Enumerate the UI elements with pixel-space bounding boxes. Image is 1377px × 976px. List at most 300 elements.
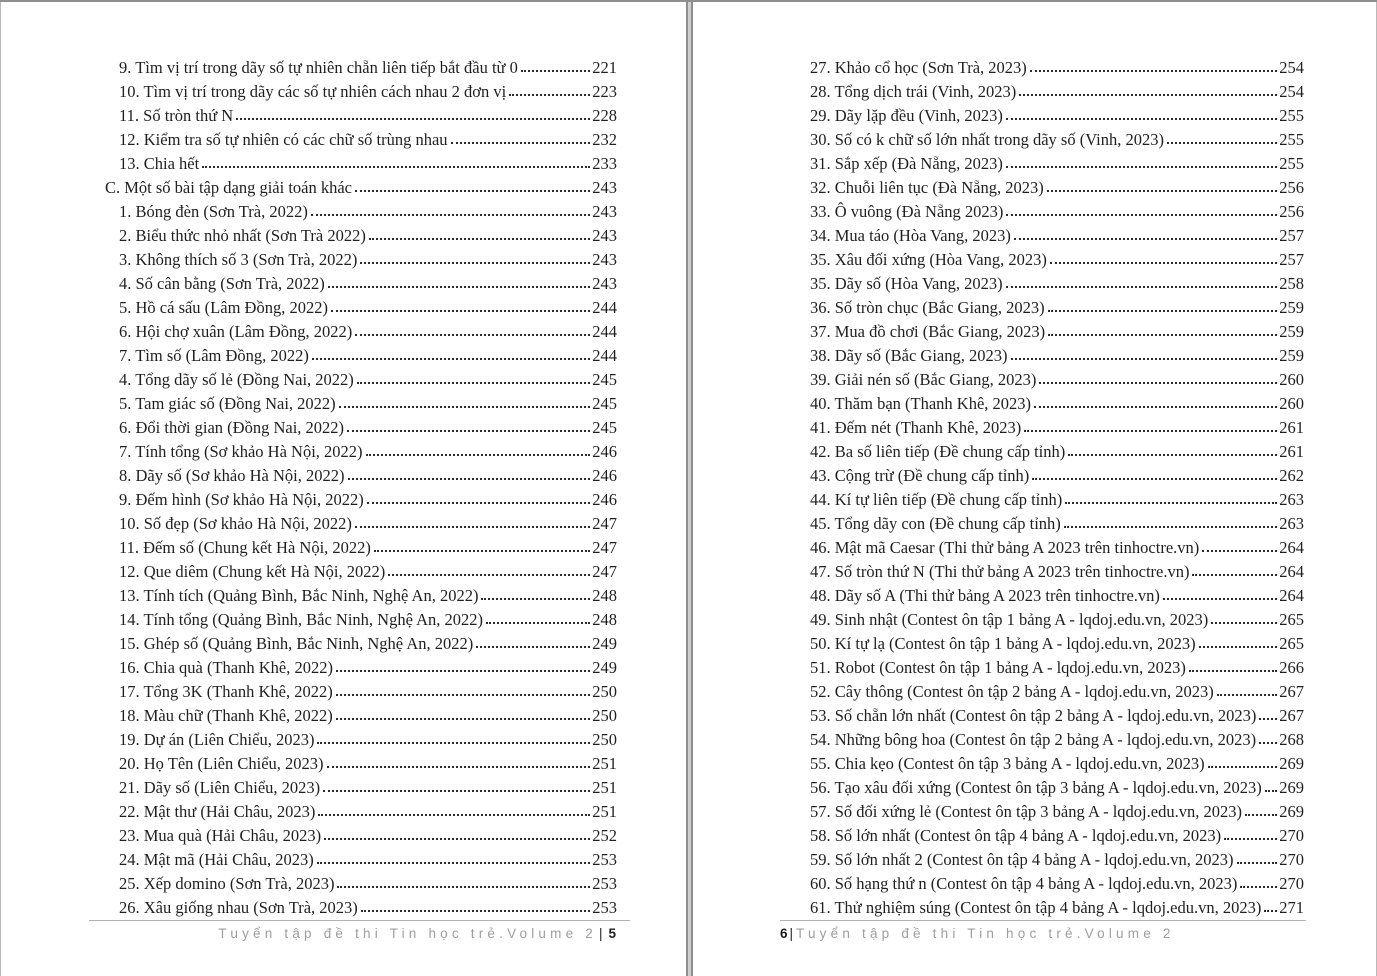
toc-list-left [105,56,617,920]
entry-page-number: 243 [592,202,617,221]
entry-title: 56. Tạo xâu đối xứng (Contest ôn tập 3 bảng A - lqdoj.edu.vn, 2023) [810,778,1262,797]
entry-page-number: 250 [592,682,617,701]
toc-entry[interactable] [119,632,617,656]
toc-entry[interactable] [810,80,1304,104]
entry-title: 42. Ba số liên tiếp (Đề chung cấp tỉnh) [810,442,1066,461]
dot-leader [1199,646,1278,648]
dot-leader [311,214,590,216]
entry-page-number: 264 [1279,538,1304,557]
toc-entry[interactable] [810,488,1304,512]
toc-entry[interactable] [119,608,617,632]
dot-leader [324,838,590,840]
entry-title: 11. Đếm số (Chung kết Hà Nội, 2022) [119,538,371,557]
dot-leader [481,598,590,600]
entry-page-number: 251 [592,754,617,773]
toc-entry[interactable] [810,680,1304,704]
toc-entry[interactable] [810,152,1304,176]
entry-page-number: 261 [1279,418,1304,437]
toc-entry[interactable] [810,200,1304,224]
dot-leader [388,574,590,576]
toc-entry[interactable] [810,776,1304,800]
entry-title: 7. Tính tổng (Sơ khảo Hà Nội, 2022) [119,442,363,461]
entry-title: 19. Dự án (Liên Chiểu, 2023) [119,730,315,749]
page-footer-left [89,920,630,943]
dot-leader [1211,622,1277,624]
entry-page-number: 262 [1279,466,1304,485]
dot-leader [1014,238,1277,240]
dot-leader [1064,526,1277,528]
toc-entry[interactable] [810,872,1304,896]
entry-page-number: 244 [592,298,617,317]
dot-leader [1167,142,1277,144]
entry-page-number: 267 [1279,682,1304,701]
dot-leader [337,886,590,888]
entry-page-number: 250 [592,730,617,749]
dot-leader [1068,454,1277,456]
entry-page-number: 228 [592,106,617,125]
entry-title: 48. Dãy số A (Thi thử bảng A 2023 trên tinhoctre.vn) [810,586,1160,605]
dot-leader [361,910,590,912]
dot-leader [1065,502,1277,504]
entry-title: 9. Đếm hình (Sơ khảo Hà Nội, 2022) [119,490,364,509]
entry-page-number: 265 [1279,634,1304,653]
entry-page-number: 259 [1279,298,1304,317]
entry-title: 12. Kiểm tra số tự nhiên có các chữ số trùng nhau [119,130,448,149]
entry-title: 33. Ô vuông (Đà Nẵng 2023) [810,202,1004,221]
entry-page-number: 267 [1279,706,1304,725]
toc-entry[interactable] [810,656,1304,680]
entry-title: 16. Chia quà (Thanh Khê, 2022) [119,658,333,677]
entry-title: 1. Bóng đèn (Sơn Trà, 2022) [119,202,308,221]
entry-page-number: 271 [1279,898,1304,917]
toc-entry[interactable] [119,584,617,608]
entry-title: 35. Xâu đối xứng (Hòa Vang, 2023) [810,250,1047,269]
dot-leader [1006,118,1277,120]
entry-page-number: 254 [1279,82,1304,101]
entry-page-number: 268 [1279,730,1304,749]
dot-leader [202,166,590,168]
toc-entry[interactable] [119,656,617,680]
dot-leader [1030,70,1277,72]
dot-leader [1034,406,1277,408]
entry-title: 39. Giải nén số (Bắc Giang, 2023) [810,370,1037,389]
toc-entry[interactable] [119,224,617,248]
entry-page-number: 269 [1279,802,1304,821]
entry-page-number: 257 [1279,250,1304,269]
entry-title: 13. Chia hết [119,154,200,173]
entry-title: 44. Kí tự liên tiếp (Đề chung cấp tỉnh) [810,490,1063,509]
dot-leader [1024,430,1277,432]
entry-page-number: 244 [592,322,617,341]
entry-page-number: 253 [592,850,617,869]
entry-page-number: 270 [1279,850,1304,869]
entry-page-number: 250 [592,706,617,725]
dot-leader [331,310,590,312]
dot-leader [323,790,590,792]
toc-entry[interactable] [119,128,617,152]
dot-leader [521,70,590,72]
entry-title: 41. Đếm nét (Thanh Khê, 2023) [810,418,1022,437]
entry-page-number: 221 [592,58,617,77]
entry-page-number: 251 [592,802,617,821]
toc-entry[interactable] [810,632,1304,656]
entry-page-number: 270 [1279,874,1304,893]
dot-leader [1264,910,1277,912]
toc-entry[interactable] [119,872,617,896]
entry-page-number: 255 [1279,154,1304,173]
entry-page-number: 246 [592,490,617,509]
entry-title: 60. Số hạng thứ n (Contest ôn tập 4 bảng A - lqdoj.edu.vn, 2023) [810,874,1238,893]
entry-page-number: 261 [1279,442,1304,461]
entry-page-number: 259 [1279,322,1304,341]
toc-entry[interactable] [119,680,617,704]
entry-title: 6. Hội chợ xuân (Lâm Đồng, 2022) [119,322,353,341]
entry-page-number: 249 [592,634,617,653]
entry-title: 6. Đổi thời gian (Đồng Nai, 2022) [119,418,345,437]
toc-entry[interactable] [810,368,1304,392]
entry-page-number: 270 [1279,826,1304,845]
dot-leader [236,118,590,120]
dot-leader [1224,838,1277,840]
toc-entry[interactable] [810,560,1304,584]
entry-title: 34. Mua táo (Hòa Vang, 2023) [810,226,1011,245]
entry-title: 8. Dãy số (Sơ khảo Hà Nội, 2022) [119,466,345,485]
dot-leader [1047,190,1278,192]
entry-title: 22. Mật thư (Hải Châu, 2023) [119,802,316,821]
page-right [693,2,1377,976]
dot-leader [1163,598,1277,600]
entry-page-number: 248 [592,610,617,629]
entry-title: 35. Dãy số (Hòa Vang, 2023) [810,274,1003,293]
toc-entry[interactable] [105,176,617,200]
toc-entry[interactable] [810,128,1304,152]
dot-leader [1048,310,1278,312]
entry-page-number: 256 [1279,178,1304,197]
entry-title: 37. Mua đồ chơi (Bắc Giang, 2023) [810,322,1046,341]
toc-entry[interactable] [119,896,617,920]
dot-leader [357,382,590,384]
entry-title: 31. Sắp xếp (Đà Nẵng, 2023) [810,154,1003,173]
toc-entry[interactable] [119,848,617,872]
dot-leader [327,766,591,768]
footer-book-title: Tuyển tập đề thi Tin học trẻ.Volume 2 [218,926,597,941]
entry-title: 47. Số tròn thứ N (Thi thử bảng A 2023 trên tinhoctre.vn) [810,562,1190,581]
entry-page-number: 233 [592,154,617,173]
entry-page-number: 249 [592,658,617,677]
entry-page-number: 263 [1279,514,1304,533]
page-left [0,2,686,976]
toc-entry[interactable] [119,704,617,728]
toc-entry[interactable] [810,728,1304,752]
toc-entry[interactable] [810,704,1304,728]
entry-page-number: 223 [592,82,617,101]
dot-leader [355,190,590,192]
dot-leader [1217,694,1277,696]
dot-leader [1011,358,1278,360]
toc-entry[interactable] [810,800,1304,824]
entry-page-number: 257 [1279,226,1304,245]
entry-title: 2. Biểu thức nhỏ nhất (Sơn Trà 2022) [119,226,366,245]
entry-title: 38. Dãy số (Bắc Giang, 2023) [810,346,1008,365]
entry-title: 14. Tính tổng (Quảng Bình, Bắc Ninh, Nghệ An, 2022) [119,610,484,629]
entry-title: 53. Số chẵn lớn nhất (Contest ôn tập 2 bảng A - lqdoj.edu.vn, 2023) [810,706,1257,725]
entry-title: 50. Kí tự lạ (Contest ôn tập 1 bảng A - lqdoj.edu.vn, 2023) [810,634,1196,653]
toc-entry[interactable] [810,176,1304,200]
toc-entry[interactable] [119,776,617,800]
dot-leader [336,694,591,696]
entry-page-number: 245 [592,418,617,437]
dot-leader [367,502,591,504]
entry-page-number: 247 [592,562,617,581]
entry-title: 18. Màu chữ (Thanh Khê, 2022) [119,706,333,725]
entry-title: 23. Mua quà (Hải Châu, 2023) [119,826,322,845]
dot-leader [360,262,590,264]
toc-entry[interactable] [810,512,1304,536]
entry-page-number: 245 [592,394,617,413]
entry-title: 45. Tổng dãy con (Đề chung cấp tỉnh) [810,514,1061,533]
entry-page-number: 265 [1279,610,1304,629]
dot-leader [1240,886,1277,888]
entry-title: 59. Số lớn nhất 2 (Contest ôn tập 4 bảng A - lqdoj.edu.vn, 2023) [810,850,1234,869]
toc-entry[interactable] [119,560,617,584]
entry-title: 43. Cộng trừ (Đề chung cấp tỉnh) [810,466,1030,485]
entry-title: 26. Xâu giống nhau (Sơn Trà, 2023) [119,898,358,917]
entry-title: 49. Sinh nhật (Contest ôn tập 1 bảng A - lqdoj.edu.vn, 2023) [810,610,1209,629]
dot-leader [509,94,590,96]
entry-page-number: 255 [1279,130,1304,149]
entry-title: C. Một số bài tập dạng giải toán khác [105,178,352,197]
entry-title: 9. Tìm vị trí trong dãy số tự nhiên chẵn liên tiếp bắt đầu từ 0 [119,58,518,77]
toc-entry[interactable] [119,536,617,560]
entry-page-number: 264 [1279,586,1304,605]
entry-page-number: 244 [592,346,617,365]
entry-page-number: 246 [592,466,617,485]
toc-entry[interactable] [810,344,1304,368]
toc-entry[interactable] [119,320,617,344]
entry-title: 55. Chia kẹo (Contest ôn tập 3 bảng A - lqdoj.edu.vn, 2023) [810,754,1205,773]
entry-title: 29. Dãy lặp đều (Vinh, 2023) [810,106,1003,125]
entry-title: 5. Hồ cá sấu (Lâm Đồng, 2022) [119,298,328,317]
entry-title: 61. Thử nghiệm súng (Contest ôn tập 4 bảng A - lqdoj.edu.vn, 2023) [810,898,1262,917]
entry-page-number: 253 [592,874,617,893]
entry-title: 58. Số lớn nhất (Contest ôn tập 4 bảng A - lqdoj.edu.vn, 2023) [810,826,1222,845]
toc-entry[interactable] [119,272,617,296]
footer-book-title: Tuyển tập đề thi Tin học trẻ.Volume 2 [796,926,1175,941]
dot-leader [486,622,590,624]
entry-page-number: 263 [1279,490,1304,509]
entry-title: 11. Số tròn thứ N [119,106,234,125]
entry-title: 20. Họ Tên (Liên Chiểu, 2023) [119,754,324,773]
entry-page-number: 256 [1279,202,1304,221]
dot-leader [328,286,590,288]
entry-title: 12. Que diêm (Chung kết Hà Nội, 2022) [119,562,386,581]
dot-leader [374,550,590,552]
dot-leader [1039,382,1277,384]
footer-page-number: 5 [608,926,617,941]
entry-page-number: 243 [592,178,617,197]
footer-separator: | [789,926,795,941]
toc-entry[interactable] [119,416,617,440]
entry-page-number: 253 [592,898,617,917]
dot-leader [1189,670,1277,672]
entry-title: 30. Số có k chữ số lớn nhất trong dãy số (Vinh, 2023) [810,130,1164,149]
entry-title: 52. Cây thông (Contest ôn tập 2 bảng A - lqdoj.edu.vn, 2023) [810,682,1214,701]
entry-title: 46. Mật mã Caesar (Thi thử bảng A 2023 trên tinhoctre.vn) [810,538,1200,557]
entry-title: 21. Dãy số (Liên Chiểu, 2023) [119,778,321,797]
dot-leader [1259,718,1277,720]
dot-leader [312,358,590,360]
entry-title: 25. Xếp domino (Sơn Trà, 2023) [119,874,335,893]
toc-entry[interactable] [810,536,1304,560]
entry-title: 28. Tổng dịch trái (Vinh, 2023) [810,82,1017,101]
entry-title: 7. Tìm số (Lâm Đồng, 2022) [119,346,309,365]
toc-entry[interactable] [119,80,617,104]
entry-page-number: 266 [1279,658,1304,677]
dot-leader [1259,742,1277,744]
entry-page-number: 232 [592,130,617,149]
entry-title: 51. Robot (Contest ôn tập 1 bảng A - lqdoj.edu.vn, 2023) [810,658,1186,677]
toc-entry[interactable] [119,104,617,128]
entry-title: 57. Số đối xứng lẻ (Contest ôn tập 3 bảng A - lqdoj.edu.vn, 2023) [810,802,1242,821]
entry-title: 15. Ghép số (Quảng Bình, Bắc Ninh, Nghệ An, 2022) [119,634,474,653]
dot-leader [1265,790,1277,792]
toc-entry[interactable] [119,392,617,416]
toc-entry[interactable] [119,56,617,80]
entry-page-number: 254 [1279,58,1304,77]
entry-page-number: 247 [592,514,617,533]
entry-page-number: 243 [592,250,617,269]
dot-leader [366,454,591,456]
toc-entry[interactable] [119,296,617,320]
entry-title: 40. Thăm bạn (Thanh Khê, 2023) [810,394,1032,413]
dot-leader [1006,166,1277,168]
entry-page-number: 269 [1279,754,1304,773]
entry-page-number: 259 [1279,346,1304,365]
toc-entry[interactable] [810,296,1304,320]
entry-title: 27. Khảo cổ học (Sơn Trà, 2023) [810,58,1027,77]
entry-title: 5. Tam giác số (Đồng Nai, 2022) [119,394,336,413]
toc-entry[interactable] [810,392,1304,416]
toc-entry[interactable] [810,896,1304,920]
toc-entry[interactable] [119,344,617,368]
entry-title: 10. Tìm vị trí trong dãy các số tự nhiên cách nhau 2 đơn vị [119,82,507,101]
dot-leader [355,334,590,336]
entry-page-number: 260 [1279,394,1304,413]
entry-title: 17. Tổng 3K (Thanh Khê, 2022) [119,682,333,701]
footer-page-number: 6 [780,926,789,941]
toc-entry[interactable] [119,824,617,848]
entry-title: 32. Chuỗi liên tục (Đà Nẵng, 2023) [810,178,1044,197]
entry-page-number: 248 [592,586,617,605]
toc-entry[interactable] [119,728,617,752]
entry-page-number: 243 [592,226,617,245]
dot-leader [336,718,590,720]
entry-title: 4. Tổng dãy số lẻ (Đồng Nai, 2022) [119,370,354,389]
dot-leader [347,430,590,432]
dot-leader [1050,262,1277,264]
dot-leader [339,406,591,408]
dot-leader [1237,862,1278,864]
dot-leader [1032,478,1277,480]
entry-page-number: 246 [592,442,617,461]
dot-leader [1048,334,1277,336]
toc-entry[interactable] [119,248,617,272]
entry-page-number: 243 [592,274,617,293]
dot-leader [451,142,591,144]
dot-leader [1202,550,1277,552]
entry-page-number: 252 [592,826,617,845]
toc-entry[interactable] [119,488,617,512]
toc-entry[interactable] [119,752,617,776]
dot-leader [317,742,590,744]
dot-leader [1006,214,1277,216]
toc-entry[interactable] [810,440,1304,464]
toc-entry[interactable] [810,584,1304,608]
toc-entry[interactable] [810,104,1304,128]
toc-entry[interactable] [810,824,1304,848]
toc-entry[interactable] [119,800,617,824]
dot-leader [348,478,591,480]
entry-page-number: 251 [592,778,617,797]
toc-entry[interactable] [810,248,1304,272]
footer-separator: | [598,926,604,941]
dot-leader [355,526,590,528]
page-divider [686,2,693,976]
entry-page-number: 247 [592,538,617,557]
entry-title: 3. Không thích số 3 (Sơn Trà, 2022) [119,250,358,269]
toc-entry[interactable] [810,272,1304,296]
dot-leader [318,814,590,816]
toc-entry[interactable] [810,464,1304,488]
dot-leader [1019,94,1277,96]
dot-leader [1245,814,1277,816]
toc-entry[interactable] [810,848,1304,872]
entry-title: 4. Số cân bằng (Sơn Trà, 2022) [119,274,325,293]
entry-title: 13. Tính tích (Quảng Bình, Bắc Ninh, Nghệ An, 2022) [119,586,479,605]
entry-title: 10. Số đẹp (Sơ khảo Hà Nội, 2022) [119,514,352,533]
toc-list-right [810,56,1304,920]
toc-entry[interactable] [119,368,617,392]
toc-entry[interactable] [119,512,617,536]
toc-entry[interactable] [119,440,617,464]
entry-title: 54. Những bông hoa (Contest ôn tập 2 bảng A - lqdoj.edu.vn, 2023) [810,730,1257,749]
entry-page-number: 260 [1279,370,1304,389]
entry-title: 24. Mật mã (Hải Châu, 2023) [119,850,314,869]
entry-page-number: 264 [1279,562,1304,581]
dot-leader [336,670,590,672]
page-footer-right [780,920,1306,943]
dot-leader [317,862,590,864]
entry-title: 36. Số tròn chục (Bắc Giang, 2023) [810,298,1045,317]
dot-leader [476,646,590,648]
dot-leader [1192,574,1277,576]
dot-leader [1006,286,1278,288]
entry-page-number: 258 [1279,274,1304,293]
toc-entry[interactable] [119,152,617,176]
toc-entry[interactable] [810,320,1304,344]
toc-entry[interactable] [810,416,1304,440]
dot-leader [369,238,590,240]
toc-entry[interactable] [810,752,1304,776]
toc-entry[interactable] [810,608,1304,632]
toc-entry[interactable] [810,56,1304,80]
toc-entry[interactable] [119,200,617,224]
entry-page-number: 269 [1279,778,1304,797]
entry-page-number: 255 [1279,106,1304,125]
toc-entry[interactable] [119,464,617,488]
dot-leader [1208,766,1278,768]
toc-entry[interactable] [810,224,1304,248]
